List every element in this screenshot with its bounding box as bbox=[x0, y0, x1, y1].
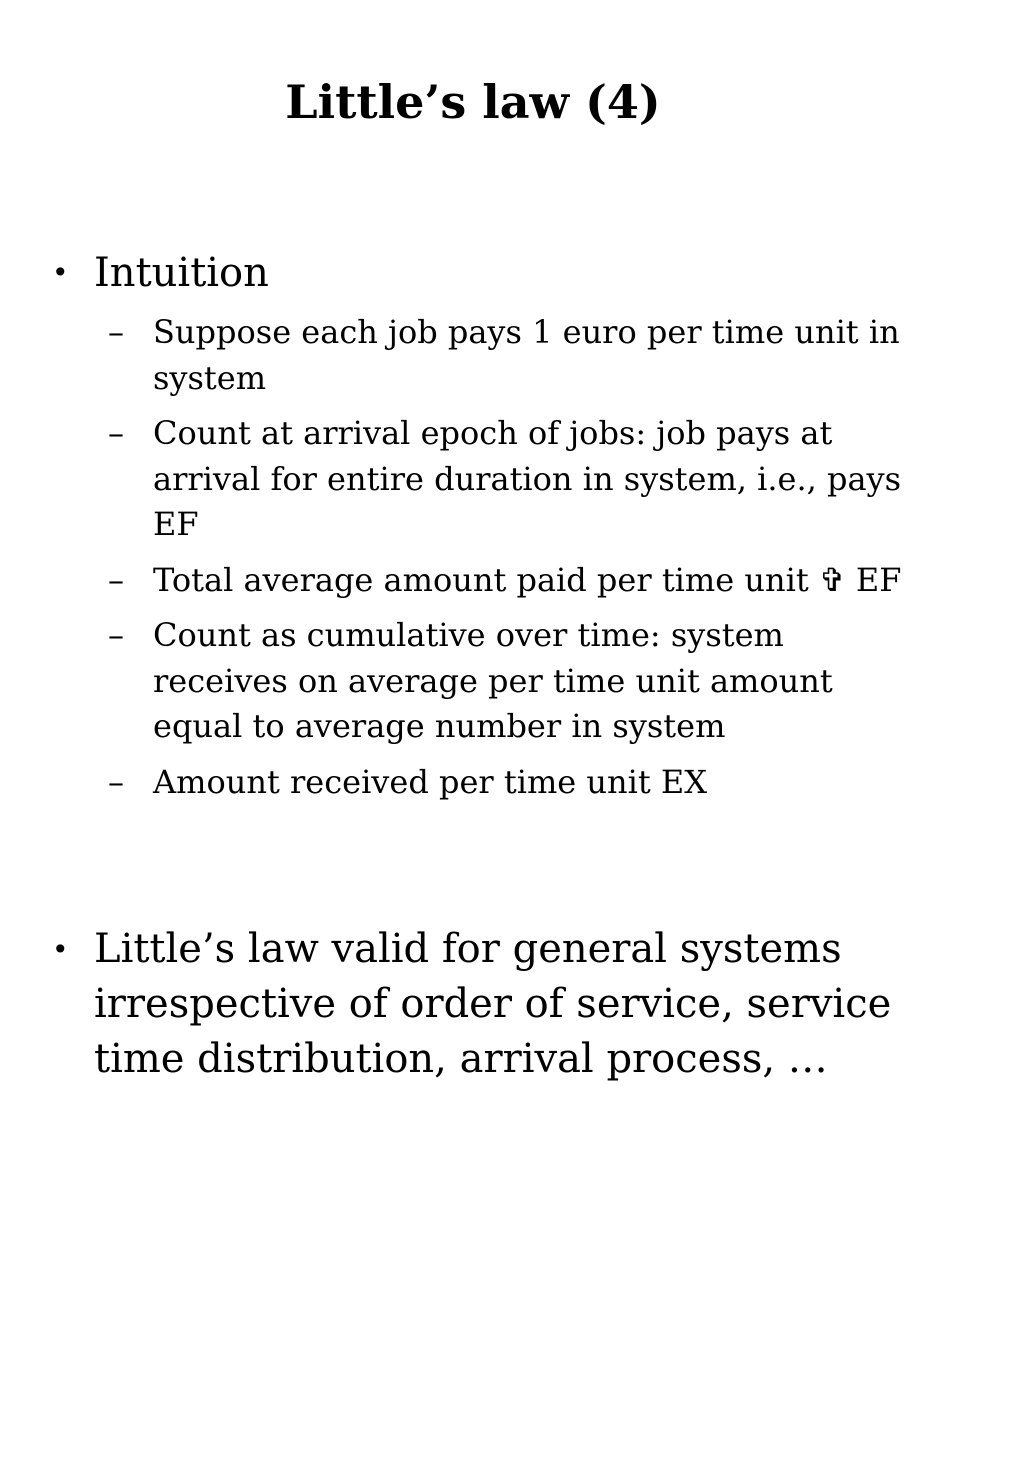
dash-icon: – bbox=[108, 762, 124, 801]
intuition-sublist bbox=[108, 310, 928, 815]
sub-item bbox=[108, 310, 928, 401]
bullet-text: Intuition bbox=[94, 250, 269, 296]
bullet-icon: • bbox=[52, 933, 69, 966]
bullet-intuition bbox=[52, 246, 924, 300]
sub-item bbox=[108, 760, 928, 806]
dash-icon: – bbox=[108, 414, 124, 452]
sub-item-text: Total average amount paid per time unit ✞ EF bbox=[153, 560, 902, 599]
sub-item-text: Count at arrival epoch of jobs: job pays at arrival for entire duration in system, i.e., pays EF bbox=[153, 414, 902, 543]
dash-icon: – bbox=[108, 616, 124, 654]
dash-icon: – bbox=[108, 313, 124, 351]
bullet-littles-law-validity bbox=[52, 922, 924, 1087]
sub-item-text: Suppose each job pays 1 euro per time unit in system bbox=[153, 313, 900, 397]
sub-item-text: Count as cumulative over time: system receives on average per time unit amount equal to average number in system bbox=[153, 616, 833, 745]
sub-item bbox=[108, 411, 928, 548]
bullet-icon: • bbox=[52, 256, 69, 289]
sub-item-text: Amount received per time unit EX bbox=[153, 762, 708, 801]
sub-item bbox=[108, 613, 928, 750]
slide-title: Little’s law (4) bbox=[285, 75, 661, 129]
dash-icon: – bbox=[108, 560, 124, 599]
sub-item bbox=[108, 558, 928, 604]
bullet-text: Little’s law valid for general systems irrespective of order of service, service time distribution, arrival process, … bbox=[94, 926, 892, 1082]
